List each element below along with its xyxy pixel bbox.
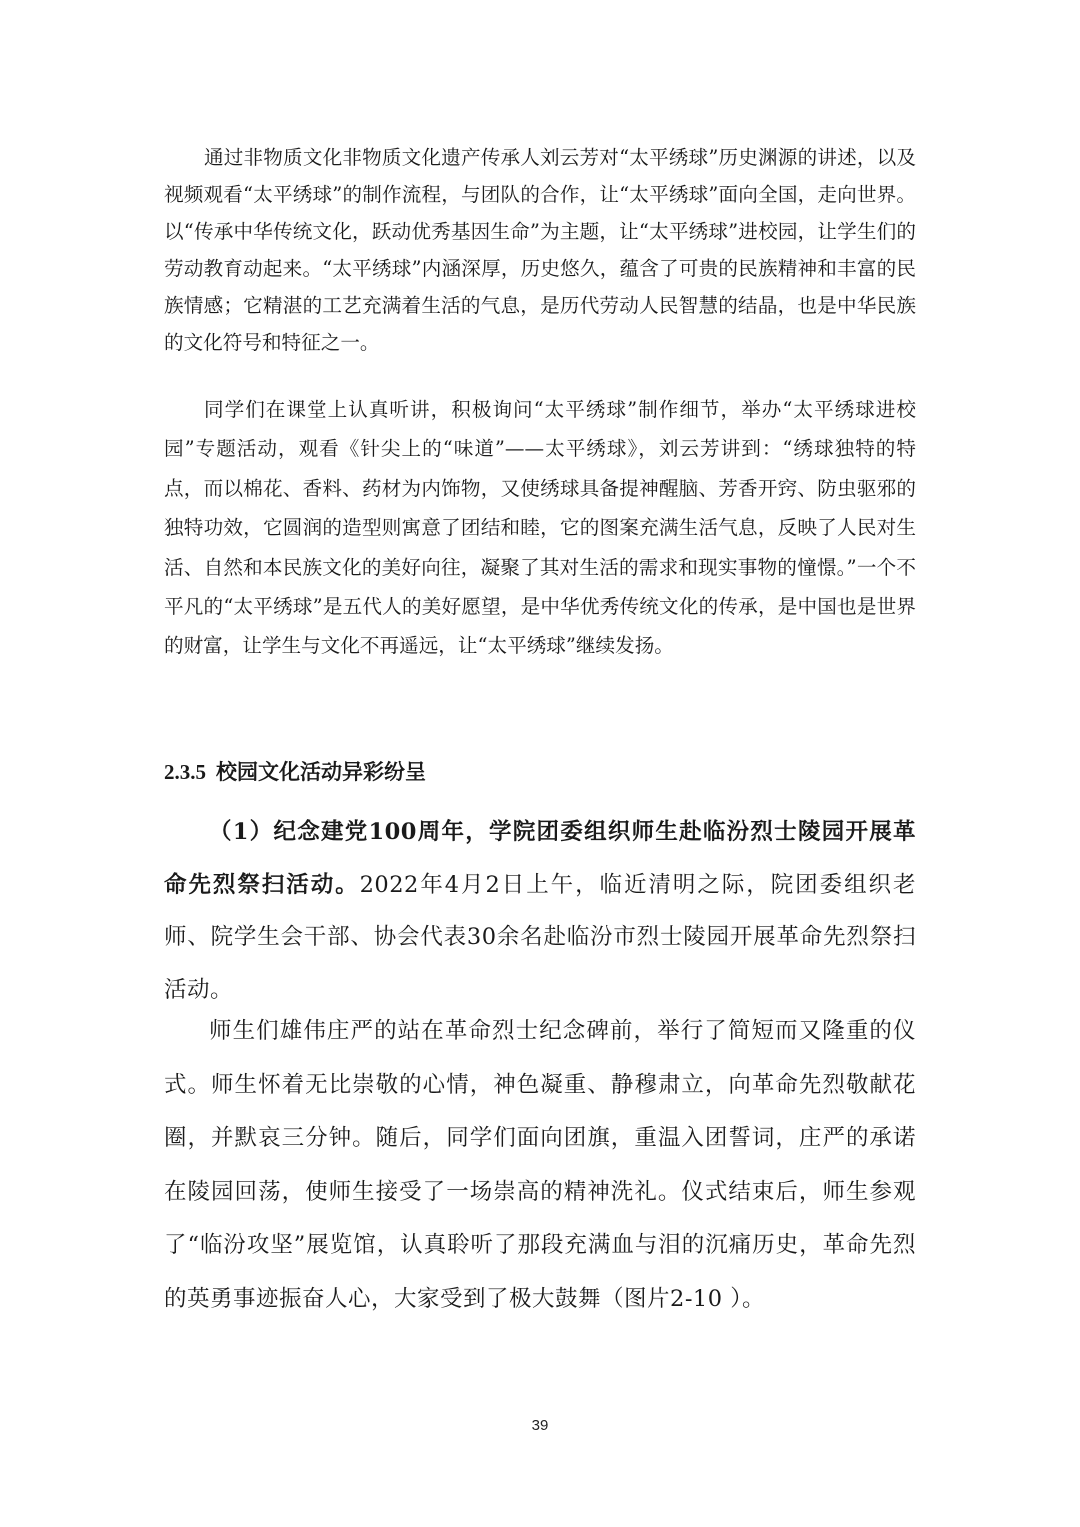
page-number: 39 [531,1417,549,1434]
body-paragraph-taiping-xiuqiu-history: 通过非物质文化非物质文化遗产传承人刘云芳对“太平绣球”历史渊源的讲述，以及视频观看“太平绣球”的制作流程，与团队的合作，让“太平绣球”面向全国，走向世界。以“传承中华传统文化，跃动优秀基因生命”为主题，让“太平绣球”进校园，让学生们的劳动教育动起来。“太平绣球”内涵深厚，历史悠久，蕴含了可贵的民族精神和丰富的民族情感；它精湛的工艺充满着生活的气息，是历代劳动人民智慧的结晶，也是中华民族的文化符号和特征之一。 [164,146,916,354]
section-number: 2.3.5 [164,760,206,784]
section-title: 校园文化活动异彩纷呈 [216,760,426,784]
paragraph-body-text: 2022年4月2日上午，临近清明之际，院团委组织老师、院学生会干部、协会代表30余名赴临汾市烈士陵园开展革命先烈祭扫活动。 [164,871,916,1003]
body-paragraph-memorial-event [164,806,916,1016]
body-paragraph-classroom-activity: 同学们在课堂上认真听讲，积极询问“太平绣球”制作细节，举办“太平绣球进校园”专题活动，观看《针尖上的“味道”——太平绣球》，刘云芳讲到：“绣球独特的特点，而以棉花、香料、药材为内饰物，又使绣球具备提神醒脑、芳香开窍、防虫驱邪的独特功效，它圆润的造型则寓意了团结和睦，它的图案充满生活气息，反映了人民对生活、自然和本民族文化的美好向往，凝聚了其对生活的需求和现实事物的憧憬。”一个不平凡的“太平绣球”是五代人的美好愿望，是中华优秀传统文化的传承，是中国也是世界的财富，让学生与文化不再遥远，让“太平绣球”继续发扬。 [164,398,916,658]
section-heading [164,752,426,792]
body-paragraph-ceremony: 师生们雄伟庄严的站在革命烈士纪念碑前，举行了简短而又隆重的仪式。师生怀着无比崇敬的心情，神色凝重、静穆肃立，向革命先烈敬献花圈，并默哀三分钟。随后，同学们面向团旗，重温入团誓词，庄严的承诺在陵园回荡，使师生接受了一场崇高的精神洗礼。仪式结束后，师生参观了“临汾攻坚”展览馆，认真聆听了那段充满血与泪的沉痛历史，革命先烈的英勇事迹振奋人心，大家受到了极大鼓舞（图片2-10 ）。 [164,1018,916,1312]
paragraph-lead-sentence: （1）纪念建党100周年，学院团委组织师生赴临汾烈士陵园开展革命先烈祭扫活动。 [164,819,916,898]
